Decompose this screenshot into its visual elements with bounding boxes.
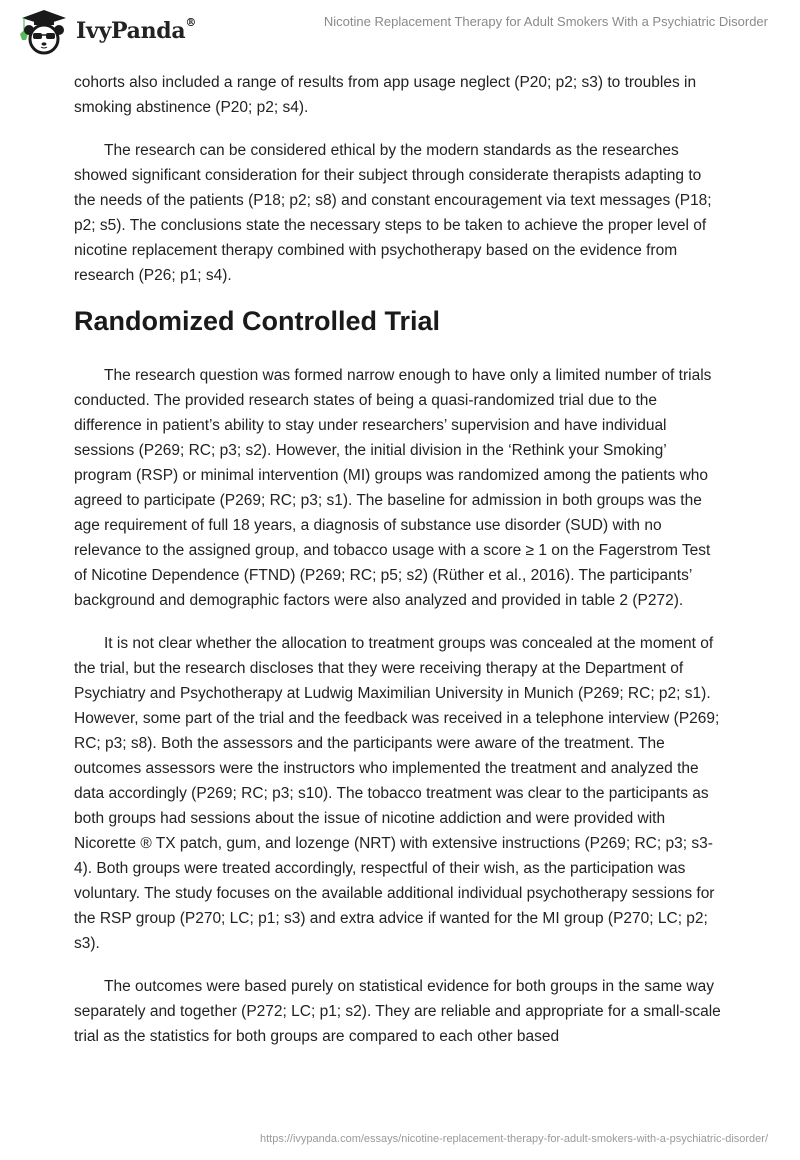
paragraph: The research can be considered ethical by the modern standards as the researches showed significant consideration for their subject through considerate therapists adapting to the needs of the patients (P18; p2; s8) and constant encouragement via text messages (P18; p2; s5). The conclusions state the necessary steps to be taken to achieve the proper level of nicotine replacement therapy combined with psychotherapy based on the evidence from research (P26; p1; s4). [74,142,712,284]
ivypanda-logo[interactable] [14,6,196,56]
paragraph: cohorts also included a range of results from app usage neglect (P20; p2; s3) to troubles in smoking abstinence (P20; p2; s4). [74,74,697,116]
page-header [0,0,800,60]
essay-body [74,70,726,1067]
document-title: Nicotine Replacement Therapy for Adult Smokers With a Psychiatric Disorder [323,14,768,29]
panda-graduate-icon [14,6,74,56]
paragraph: The outcomes were based purely on statistical evidence for both groups in the same way separately and together (P272; LC; p1; s2). They are reliable and appropriate for a small-scale trial as the statistics for both groups are compared to each other based [74,978,721,1045]
paragraph: The research question was formed narrow enough to have only a limited number of trials conducted. The provided research states of being a quasi-randomized trial due to the difference in patient’s ability to stay under researchers’ supervision and have individual sessions (P269; RC; p3; s2). However, the initial division in the ‘Rethink your Smoking’ program (RSP) or minimal intervention (MI) groups was randomized among the patients who agreed to participate (P269; RC; p3; s1). The baseline for admission in both groups was the age requirement of full 18 years, a diagnosis of substance use disorder (SUD) with no relevance to the assigned group, and tobacco usage with a score ≥ 1 on the Fagerstrom Test of Nicotine Dependence (FTND) (P269; RC; p5; s2) (Rüther et al., 2016). The participants’ background and demographic factors were also analyzed and provided in table 2 (P272). [74,367,712,609]
section-heading: Randomized Controlled Trial [74,306,441,336]
footer-url[interactable]: https://ivypanda.com/essays/nicotine-replacement-therapy-for-adult-smokers-with-a-psychiatric-disorder/ [259,1133,768,1145]
paragraph: It is not clear whether the allocation to treatment groups was concealed at the moment of the trial, but the research discloses that they were receiving therapy at the Department of Psychiatry and Psychotherapy at Ludwig Maximilian University in Munich (P269; RC; p2; s1). However, some part of the trial and the feedback was received in a telephone interview (P269; RC; p3; s8). Both the assessors and the participants were aware of the treatment. The outcomes assessors were the instructors who implemented the treatment and analyzed the data accordingly (P269; RC; p3; s10). The tobacco treatment was clear to the participants as both groups had sessions about the issue of nicotine addiction and were provided with Nicorette ® TX patch, gum, and lozenge (NRT) with extensive instructions (P269; RC; p3; s3-4). Both groups were treated accordingly, respectful of their wish, as the participation was voluntary. The study focuses on the available additional individual psychotherapy sessions for the RSP group (P270; LC; p1; s3) and extra advice if wanted for the MI group (P270; LC; p2; s3). [74,635,720,952]
logo-text: IvyPanda® [76,16,197,44]
